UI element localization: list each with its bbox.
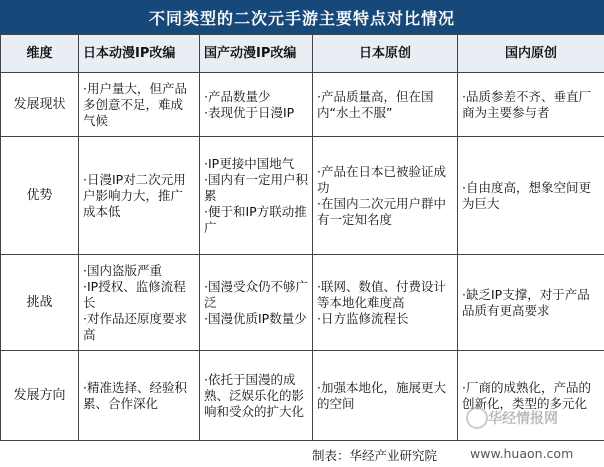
header-row bbox=[1, 35, 604, 73]
source-note: 制表：华经产业研究院 bbox=[312, 448, 438, 463]
watermark-logo-icon bbox=[466, 407, 488, 429]
row-label: 优势 bbox=[1, 137, 79, 255]
header-dimension: 维度 bbox=[1, 35, 79, 73]
table-cell: ·品质参差不齐、垂直厂商为主要参与者 bbox=[458, 73, 604, 137]
table-row bbox=[1, 73, 604, 137]
header-japan-ip: 日本动漫IP改编 bbox=[79, 35, 200, 73]
footer bbox=[0, 441, 604, 467]
table-cell: ·依托于国漫的成熟、泛娱乐化的影响和受众的扩大化 bbox=[200, 351, 313, 441]
table-cell: ·产品质量高，但在国内“水土不服” bbox=[313, 73, 458, 137]
table-cell: ·日漫IP对二次元用户影响力大，推广成本低 bbox=[79, 137, 200, 255]
table-cell: ·缺乏IP支撑，对于产品品质有更高要求 bbox=[458, 255, 604, 351]
watermark-logo-text: 华经情报网 bbox=[488, 411, 558, 427]
table-cell: ·产品在日本已被验证成功 ·在国内二次元用户群中有一定知名度 bbox=[313, 137, 458, 255]
row-label: 发展方向 bbox=[1, 351, 79, 441]
watermark-url: www.huaon.com bbox=[470, 446, 574, 461]
table-cell: ·厂商的成熟化，产品的创新化，类型的多元化 bbox=[458, 351, 604, 441]
table-cell: ·加强本地化，施展更大的空间 bbox=[313, 351, 458, 441]
table-row bbox=[1, 255, 604, 351]
table-title: 不同类型的二次元手游主要特点对比情况 bbox=[0, 0, 604, 34]
table-cell: ·国内盗版严重 ·IP授权、监修流程长 ·对作品还原度要求高 bbox=[79, 255, 200, 351]
table-cell: ·IP更接中国地气 ·国内有一定用户积累 ·便于和IP方联动推广 bbox=[200, 137, 313, 255]
table-cell: ·国漫受众仍不够广泛 ·国漫优质IP数量少 bbox=[200, 255, 313, 351]
table-row bbox=[1, 137, 604, 255]
table-cell: ·自由度高，想象空间更为巨大 bbox=[458, 137, 604, 255]
row-label: 挑战 bbox=[1, 255, 79, 351]
header-china-ip: 国产动漫IP改编 bbox=[200, 35, 313, 73]
table-cell: ·用户量大，但产品多创意不足，难成气候 bbox=[79, 73, 200, 137]
table-cell: ·精准选择、经验积累、合作深化 bbox=[79, 351, 200, 441]
header-japan-original: 日本原创 bbox=[313, 35, 458, 73]
row-label: 发展现状 bbox=[1, 73, 79, 137]
comparison-table bbox=[0, 34, 604, 441]
header-china-original: 国内原创 bbox=[458, 35, 604, 73]
table-cell: ·产品数量少 ·表现优于日漫IP bbox=[200, 73, 313, 137]
table-cell: ·联网、数值、付费设计等本地化难度高 ·日方监修流程长 bbox=[313, 255, 458, 351]
